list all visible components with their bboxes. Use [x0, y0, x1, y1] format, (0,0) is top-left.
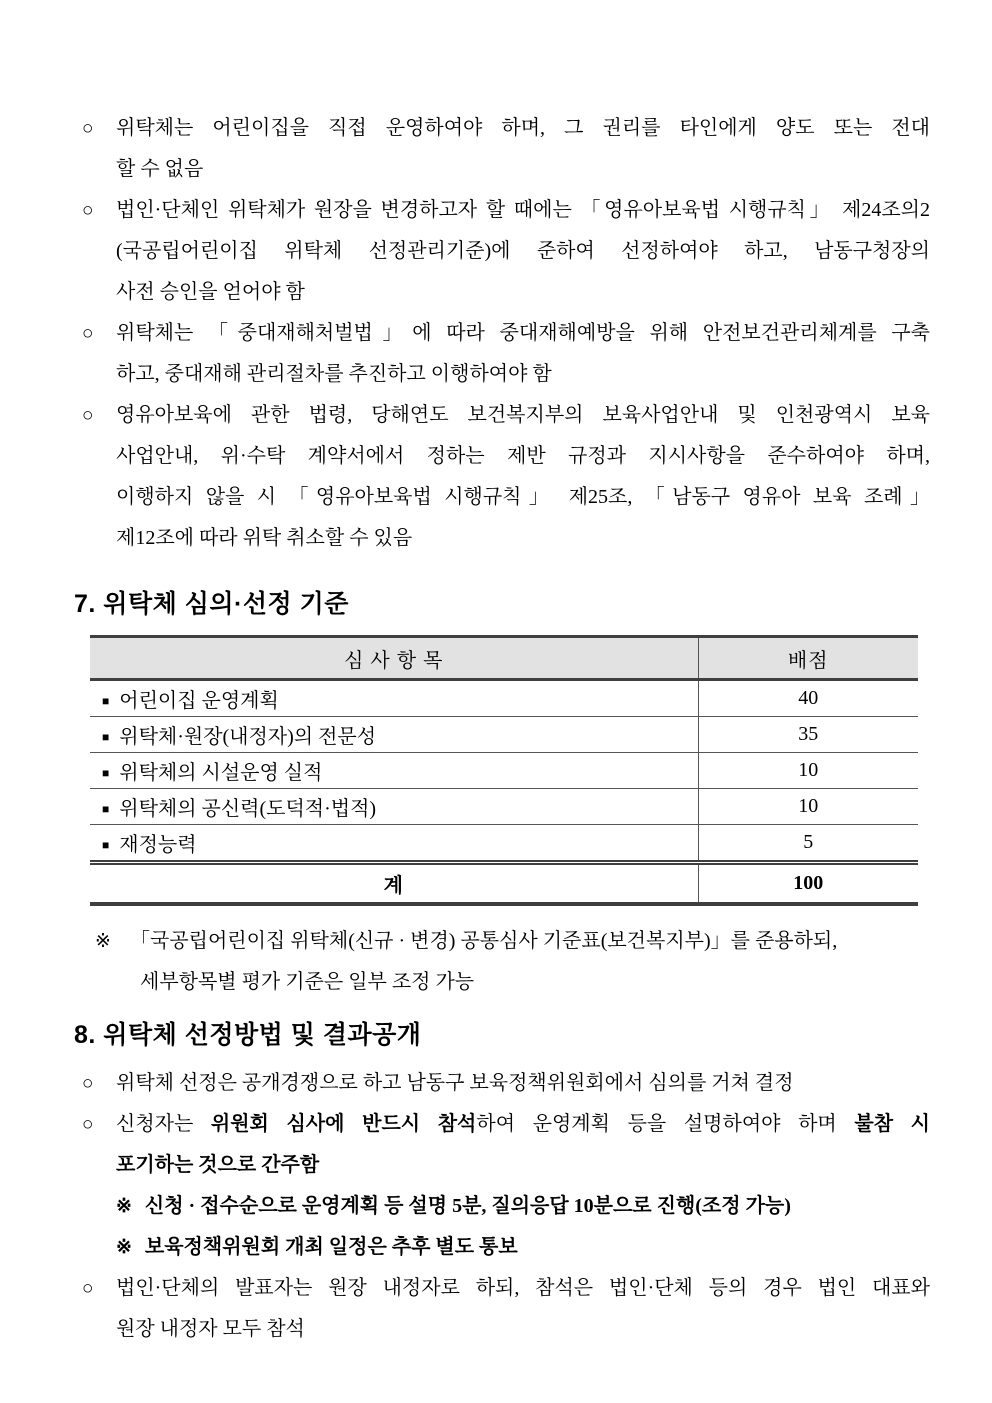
list-item — [80, 190, 930, 313]
circle-bullet-icon: ○ — [82, 405, 94, 426]
section-7 — [74, 586, 930, 1003]
list-item-line — [116, 1104, 930, 1145]
list-item-line: 할 수 없음 — [116, 158, 204, 180]
square-bullet-icon: ■ — [102, 730, 110, 744]
list-item-line: 위탁체는 어린이집을 직접 운영하여야 하며, 그 권리를 타인에게 양도 또는 전대 — [116, 117, 930, 139]
square-bullet-icon: ■ — [102, 802, 110, 816]
table-row — [90, 753, 918, 789]
criteria-item-label: 어린이집 운영계획 — [119, 690, 279, 712]
criteria-score: 5 — [698, 825, 918, 863]
list-item-line: 법인·단체의 발표자는 원장 내정자로 하되, 참석은 법인·단체 등의 경우 법인 대표와 — [116, 1277, 930, 1299]
reference-mark-icon: ※ — [95, 931, 111, 952]
circle-bullet-icon: ○ — [82, 323, 94, 344]
section-7-heading: 7. 위탁체 심의·선정 기준 — [74, 590, 349, 618]
criteria-table — [90, 635, 918, 906]
table-row — [90, 789, 918, 825]
list-item — [80, 1063, 930, 1104]
table-row — [90, 825, 918, 863]
table-total-row — [90, 863, 918, 905]
list-item-line: 제12조에 따라 위탁 취소할 수 있음 — [116, 527, 413, 549]
list-item-line: 하고, 중대재해 관리절차를 추진하고 이행하여야 함 — [116, 363, 552, 385]
footnote-line: 「국공립어린이집 위탁체(신규 · 변경) 공통심사 기준표(보건복지부)」를 준용하되, — [130, 930, 838, 952]
circle-bullet-icon: ○ — [82, 1114, 94, 1135]
text-segment: 하여 운영계획 등을 설명하여야 하며 — [476, 1113, 855, 1135]
list-item-line: 포기하는 것으로 간주함 — [116, 1154, 320, 1176]
list-item — [80, 313, 930, 395]
list-item-line: (국공립어린이집 위탁체 선정관리기준)에 준하여 선정하여야 하고, 남동구청장의 — [116, 240, 930, 262]
list-item-line: 이행하지 않을 시 「영유아보육법 시행규칙」 제25조, 「남동구 영유아 보육 조례」 — [116, 486, 930, 508]
list-item-line: 위탁체는 「중대재해처벌법」에 따라 중대재해예방을 위해 안전보건관리체계를 구축 — [116, 322, 930, 344]
list-item-line: 원장 내정자 모두 참석 — [116, 1318, 305, 1340]
criteria-item-label: 재정능력 — [119, 834, 197, 856]
list-item-line: 사전 승인을 얻어야 함 — [116, 281, 305, 303]
circle-bullet-icon: ○ — [82, 1073, 94, 1094]
list-item-line: 위탁체 선정은 공개경쟁으로 하고 남동구 보육정책위원회에서 심의를 거쳐 결정 — [116, 1072, 794, 1094]
list-item-line: 영유아보육에 관한 법령, 당해연도 보건복지부의 보육사업안내 및 인천광역시 보육 — [116, 404, 930, 426]
table-row — [90, 680, 918, 717]
criteria-score: 10 — [698, 789, 918, 825]
square-bullet-icon: ■ — [102, 838, 110, 852]
selection-method-list — [80, 1063, 930, 1350]
reference-mark-icon: ※ — [116, 1196, 132, 1217]
sub-note — [80, 1227, 930, 1268]
text-segment: 신청자는 — [116, 1113, 211, 1135]
list-item — [80, 108, 930, 190]
square-bullet-icon: ■ — [102, 694, 110, 708]
criteria-score: 10 — [698, 753, 918, 789]
criteria-score: 40 — [698, 680, 918, 717]
criteria-item-label: 위탁체의 시설운영 실적 — [119, 762, 323, 784]
list-item — [80, 395, 930, 559]
circle-bullet-icon: ○ — [82, 200, 94, 221]
reference-mark-icon: ※ — [116, 1237, 132, 1258]
list-item-line: 법인·단체인 위탁체가 원장을 변경하고자 할 때에는 「영유아보육법 시행규칙」 제24조의2 — [116, 199, 930, 221]
table-row — [90, 717, 918, 753]
circle-bullet-icon: ○ — [82, 1278, 94, 1299]
list-item — [80, 1104, 930, 1186]
footnote-line: 세부항목별 평가 기준은 일부 조정 가능 — [140, 971, 475, 993]
section-8 — [74, 1017, 930, 1350]
sub-note — [80, 1186, 930, 1227]
total-label: 계 — [90, 863, 698, 905]
obligations-list — [80, 108, 930, 559]
table-header-row — [90, 637, 918, 680]
sub-note-text: 신청 · 접수순으로 운영계획 등 설명 5분, 질의응답 10분으로 진행(조정 가능) — [144, 1195, 791, 1217]
total-score: 100 — [698, 863, 918, 905]
text-segment-bold: 위원회 심사에 반드시 참석 — [210, 1113, 477, 1135]
square-bullet-icon: ■ — [102, 766, 110, 780]
criteria-item-label: 위탁체의 공신력(도덕적·법적) — [119, 798, 377, 820]
list-item-line: 사업안내, 위·수탁 계약서에서 정하는 제반 규정과 지시사항을 준수하여야 하며, — [116, 445, 930, 467]
list-item — [80, 1268, 930, 1350]
text-segment-bold: 불참 시 — [854, 1113, 930, 1135]
criteria-score: 35 — [698, 717, 918, 753]
section-8-heading: 8. 위탁체 선정방법 및 결과공개 — [74, 1021, 422, 1049]
sub-note-text: 보육정책위원회 개최 일정은 추후 별도 통보 — [144, 1236, 518, 1258]
column-header-item: 심 사 항 목 — [90, 637, 698, 680]
column-header-score: 배점 — [698, 637, 918, 680]
criteria-item-label: 위탁체·원장(내정자)의 전문성 — [119, 726, 377, 748]
table-footnote — [80, 921, 930, 1003]
circle-bullet-icon: ○ — [82, 118, 94, 139]
